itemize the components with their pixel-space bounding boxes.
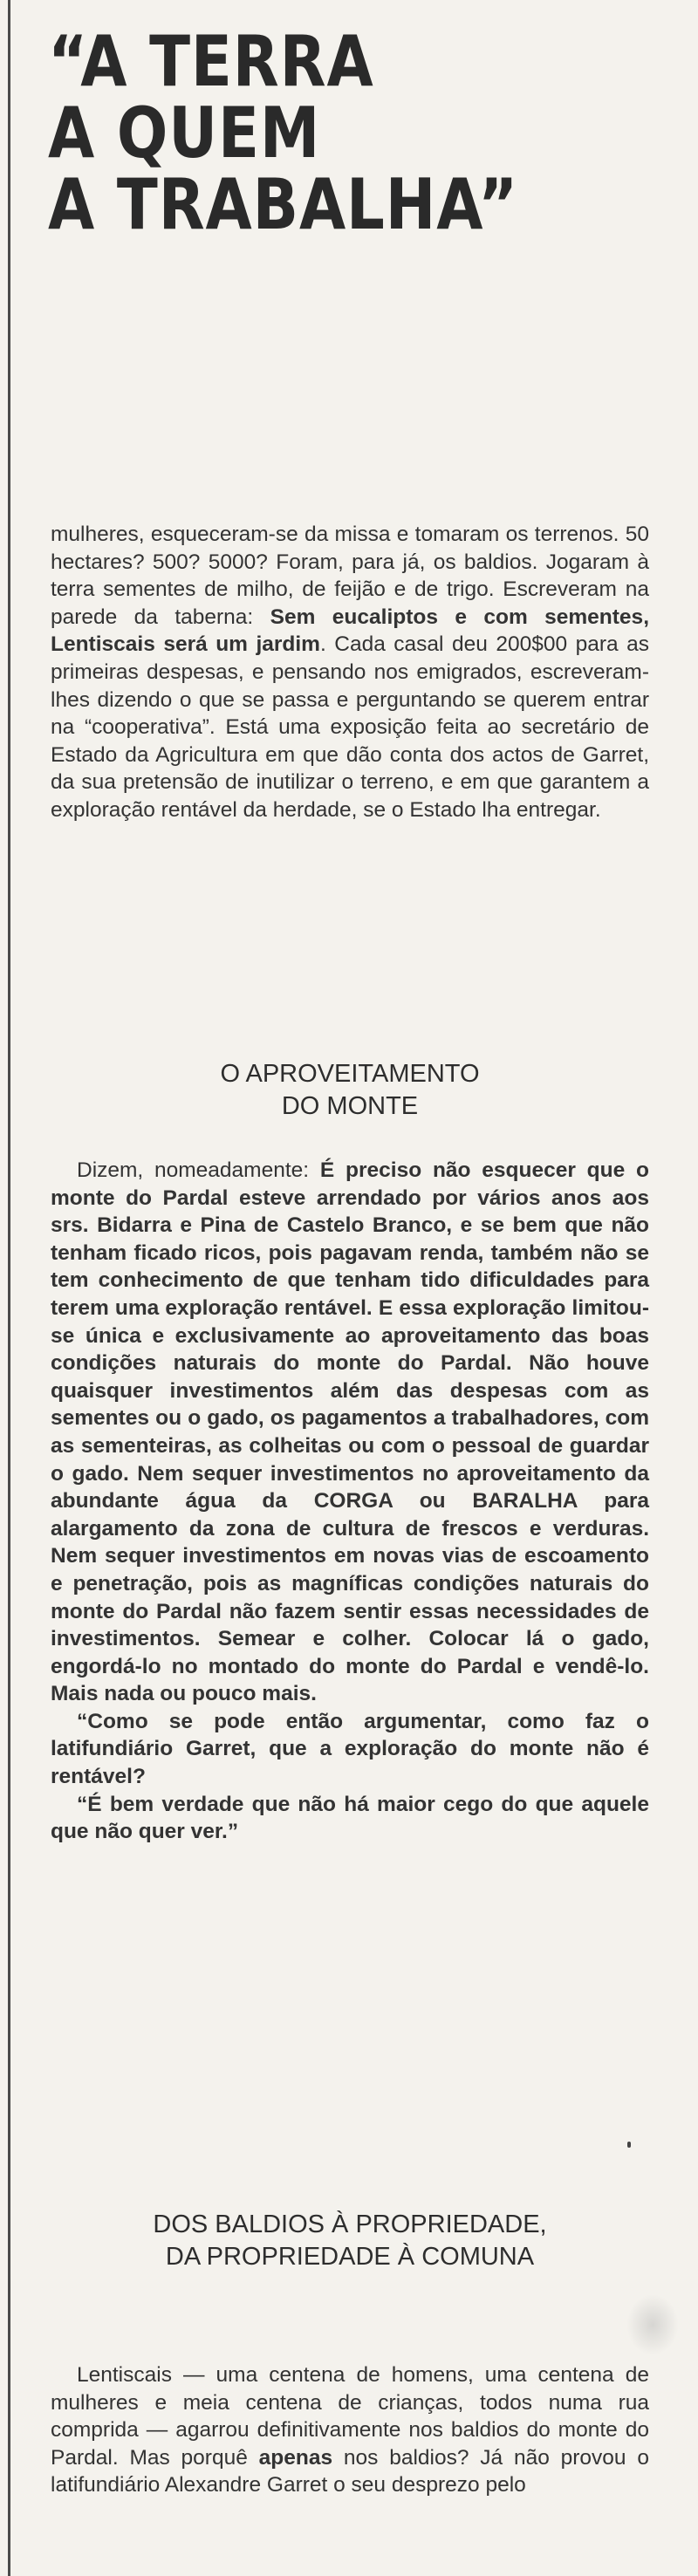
- print-speck: [627, 2142, 631, 2148]
- intro-text-b: . Cada casal deu 200$00 para as primeiras despesas, e pensando nos emigrados, escreveram-lhes dizendo o que se passa e perguntando se querem entrar na “cooperativa”. Está uma exposição feita ao secretário de Estado da Agricultura em que dão conta dos actos de Garret, da sua pretensão de inutilizar o terreno, e em que garantem a exploração rentável da herdade, se o Estado lha entregar.: [51, 632, 649, 822]
- intro-block: [51, 521, 649, 824]
- section-1-lead: Dizem, nomeadamente:: [77, 1158, 320, 1182]
- section-2-title: [51, 2209, 649, 2273]
- section-2-body: [51, 2361, 649, 2499]
- section-1-title-line-1: O APROVEITAMENTO: [220, 1060, 480, 1088]
- intro-text-a: mulheres, esqueceram-se da missa e tomaram os terrenos. 50 hectares? 500? 5000? Foram, para já, os baldios. Jogaram à terra sementes de milho, de feijão e de trigo. Escreveram na parede da taberna:: [51, 523, 649, 629]
- section-1-body: [51, 1157, 649, 1846]
- section-1-paragraph-3: “É bem verdade que não há maior cego do que aquele que não quer ver.”: [51, 1792, 649, 1844]
- section-2-title-line-1: DOS BALDIOS À PROPRIEDADE,: [153, 2210, 547, 2238]
- section-2-text-a: Lentiscais — uma centena de homens, uma centena de mulheres e meia centena de crianças, todos numa rua comprida — agarrou definitivamente nos baldios do monte do Pardal. Mas porquê: [51, 2363, 649, 2470]
- intro-bold-phrase: Sem eucaliptos e com sementes, Lentiscais será um jardim: [51, 605, 649, 657]
- intro-paragraph: [51, 521, 649, 824]
- headline-line-2: A QUEM: [48, 92, 321, 174]
- headline: [48, 21, 588, 245]
- section-1-quote: É preciso não esquecer que o monte do Pardal esteve arrendado por vários anos aos srs. Bidarra e Pina de Castelo Branco, e se bem que não tenham ficado ricos, pois pagavam renda, também não se tem conhecimento de que tenham tido dificuldades para terem uma exploração rentável. E essa exploração limitou-se única e exclusivamente ao aproveitamento das boas condições naturais do monte do Pardal. Não houve quaisquer investimentos além das despesas com as sementes ou o gado, os pagamentos a trabalhadores, com as sementeiras, as colheitas ou com o pessoal de guardar o gado. Nem sequer investimentos no aproveitamento da abundante água da CORGA ou BARALHA para alargamento da zona de cultura de frescos e verduras. Nem sequer investimentos em novas vias de escoamento e penetração, pois as magníficas condições naturais do monte do Pardal não fazem sentir essas necessidades de investimentos. Semear e colher. Colocar lá o gado, engordá-lo no montado do monte do Pardal e vendê-lo. Mais nada ou pouco mais.: [51, 1158, 649, 1706]
- section-1-title: [51, 1058, 649, 1123]
- section-2-text-b: nos baldios? Já não provou o latifundiário Alexandre Garret o seu desprezo pelo: [51, 2445, 649, 2497]
- section-1-title-line-2: DO MONTE: [281, 1092, 419, 1120]
- headline-line-1: “A TERRA: [48, 21, 374, 102]
- section-1-paragraph-1: [51, 1157, 649, 1708]
- section-2-bold-word: apenas: [258, 2445, 333, 2470]
- section-2-paragraph-1: [51, 2361, 649, 2499]
- section-1-paragraph-2: “Como se pode então argumentar, como faz o latifundiário Garret, que a exploração do monte não é rentável?: [51, 1709, 649, 1789]
- paper-scuff: [626, 2294, 679, 2355]
- section-2-title-line-2: DA PROPRIEDADE À COMUNA: [165, 2243, 535, 2271]
- headline-line-3: A TRABALHA”: [48, 164, 519, 245]
- left-column-rule: [8, 0, 10, 2576]
